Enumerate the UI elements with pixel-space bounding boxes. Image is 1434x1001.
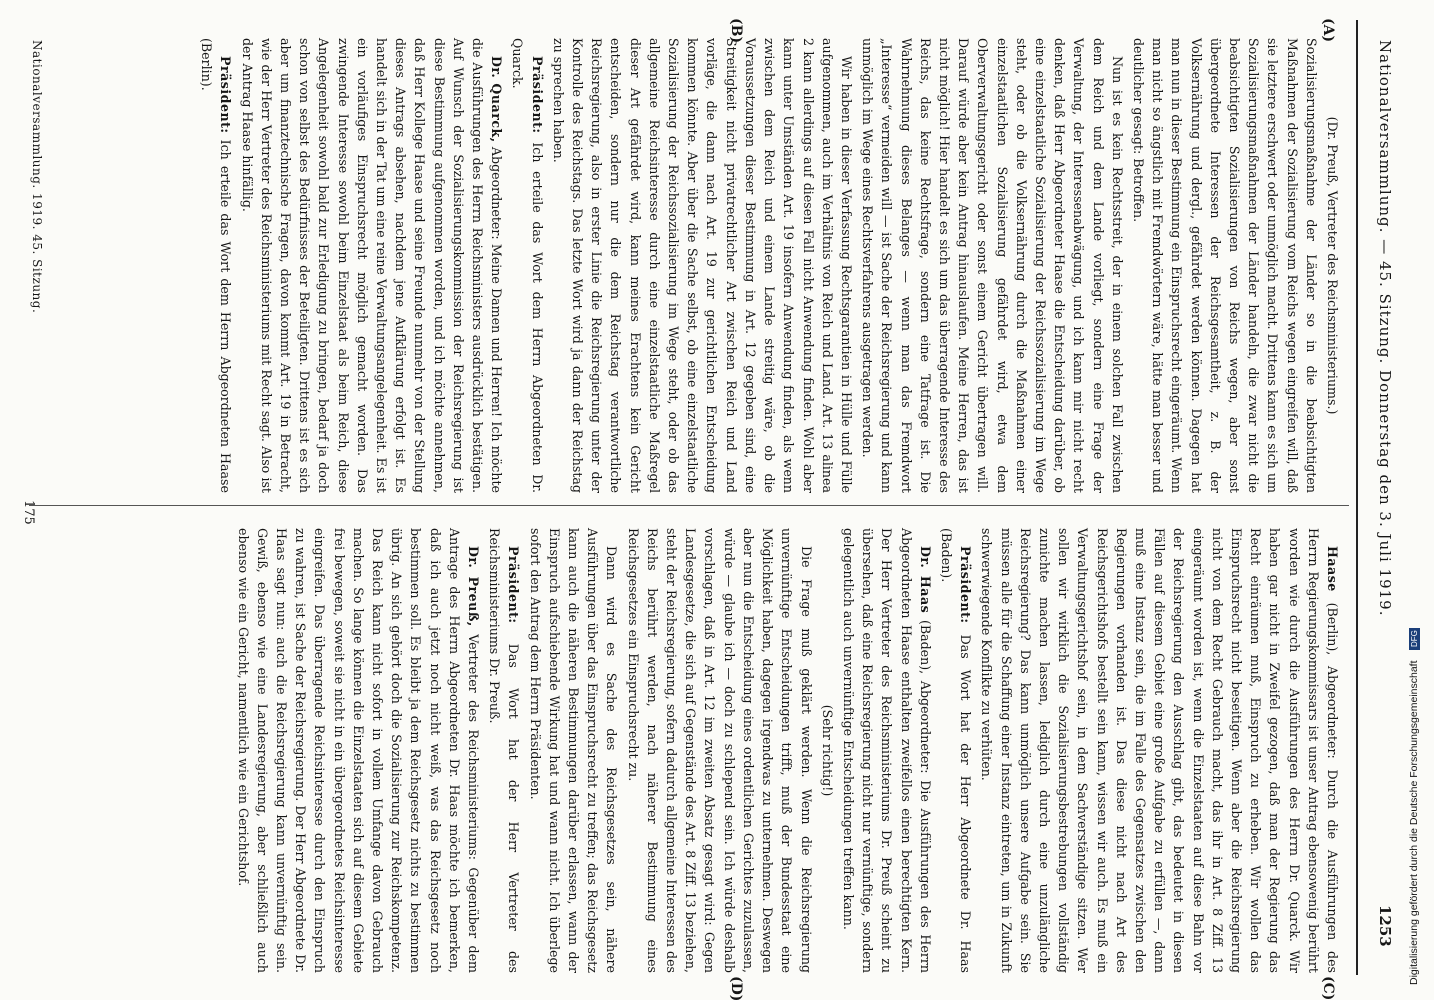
president-statement	[197, 38, 235, 493]
margin-mark-b: (B)	[728, 18, 744, 44]
speaker-label: Präsident:	[218, 56, 234, 134]
left-column	[195, 38, 1342, 493]
header-rule	[1356, 20, 1358, 975]
credit-text: Digitalisierung gefördert durch die Deutsche Forschungsgemeinschaft	[1408, 660, 1420, 985]
paragraph: Die Frage muß geklärt werden. Wenn die Reichsregierung unvernünftige Entscheidungen trifft, muß der Bundesstaat eine Möglichkeit haben, dagegen irgendwas zu unternehmen. Deswegen aber nun die Entscheidung eines ordentlichen Gerichtes zuzulassen, würde — glaube ich — doch zu schlepend sein. Ich würde deshalb vorschlagen, daß in Art. 12 im zweiten Absatz gesagt wird: Gegen Landesgesetze, die sich auf Gegenstände des Art. 8 Ziff. 13 beziehen, steht der Reichsregierung, sofern dadurch allgemeine Interessen des Reichs berührt werden, nach näherer Bestimmung eines Reichsgesetzes ein Einspruchsrecht zu.	[625, 528, 814, 973]
statement-text: Das Wort hat der Herr Vertreter des Reichsministeriums Dr. Preuß.	[487, 528, 522, 973]
speech-preuss	[233, 528, 483, 973]
speech-text: Vertreter des Reichsministeriums: Gegenüber dem Antrage des Herrn Abgeordneten Dr. Haas möchte ich bemerken, daß ich auch jetzt noch nicht weiß, was das Reichsgesetz noch bestimmen soll. Es bleibt ja dem Reichsgesetz nichts zu bestimmen übrig. An sich gehört doch die Sozialisierung zur Reichskompetenz. Das Reich kann nicht sofort in vollem Umfange davon Gebrauch machen. So lange können die Einzelstaaten sich auf diesem Gebiete frei bewegen, soweit sie nicht in ein übergeordnetes Reichsinteresse eingreifen. Das überragende Reichsinteresse durch den Einspruch zu wahren, ist Sache der Reichsregierung. Der Herr Abgeordnete Dr. Haas sagt nun: auch die Reichsregierung kann unvernünftig sein. Gewiß, ebenso wie eine Landesregierung, aber schließlich auch ebenso wie ein Gericht, namentlich wie ein Gerichtshof.	[235, 528, 482, 973]
right-column	[231, 528, 1342, 973]
president-statement	[508, 38, 546, 493]
paragraph: Nun ist es kein Rechtsstreit, der in einem solchen Fall zwischen dem Reich und dem Lande vorliegt, sondern eine Frage der Verwaltung, der Interessenabwägung, und ich kann mir nicht recht denken, daß Herr Abgeordneter Haase die Entscheidung darüber, ob eine einzelstaatliche Sozialisierung der Reichssozialisierung im Wege steht, oder ob die Volksernährung durch die Maßnahmen einer einzelstaatlichen Sozialisierung gefährdet wird, etwa dem Oberverwaltungsgericht oder sonst einem Gericht übertragen will. Darauf würde aber kein Antrag hinauslaufen. Meine Herren, das ist nicht möglich! Hier handelt es sich um das überragende Interesse des Reichs, das keine Rechtsfrage, sondern eine Tatfrage ist. Die Wahrnehmung dieses Belanges — wenn man das Fremdwort „Interesse“ vermeiden will — ist Sache der Reichsregierung und kann unmöglich im Wege eines Rechtsverfahrens ausgetragen werden.	[860, 38, 1125, 493]
digitization-credit	[1408, 5, 1420, 985]
speaker-label: Präsident:	[529, 56, 545, 134]
speaker-continuation: (Dr. Preuß, Vertreter des Reichsministeriums.)	[1325, 116, 1340, 415]
paragraph: Dann wird es Sache des Reichsgesetzes sein, nähere Ausführungen über das Einspruchsrecht zu treffen; das Reichsgesetz kann auch die näheren Bestimmungen darüber erlassen, wann der Einspruch aufschiebende Wirkung hat und wann nicht. Ich überlege sofort den Antrag dem Herrn Präsidenten.	[527, 528, 620, 973]
speaker-label: Präsident:	[958, 546, 974, 624]
speech-text: (Baden), Abgeordneter: Die Ausführungen des Herrn Abgeordneten Haase enthalten zweifellos einen berechtigten Kern. Der Herr Vertreter des Reichsministeriums Dr. Preuß scheint zu übersehen, daß eine Reichsregierung nicht nur vernünftige, sondern gelegentlich auch unvernünftige Entscheidungen treffen kann.	[840, 528, 933, 973]
speech-text: (Berlin), Abgeordneter: Durch die Ausführungen des Herrn Regierungskommissars ist unser Antrag ebensowenig berührt worden wie durch die Ausführungen des Herrn Dr. Quarck. Wir haben gar nicht in Zweifel gezogen, daß man der Regierung das Recht einräumen muß, Einspruch zu erheben. Wir wollen das Einspruchsrecht nicht beseitigen. Wenn aber die Reichsregierung nicht von dem Recht Gebrauch macht, das ihr in Art. 8 Ziff. 13 eingeräumt worden ist, wenn die Einzelstaaten auf diese Bahn vor der Reichsregierung den Ausschlag gibt, das bedeutet in diesen Fällen auf diesem Gebiet eine große Aufgabe zu erfüllen —, dann muß eine Instanz sein, die im Falle des Gegensatzes zwischen den Regierungen vorhanden ist. Das diese nicht nach Art des Reichsgerichtshofs bestellt sein kann, wissen wir auch. Es muß ein Verwaltungsgerichtshof sein, in dem Sachverständige sitzen. Wer sollen wir wirklich die Sozialisierungsbestrebungen vollständig zunichte machen lassen, lediglich durch eine unzulängliche Reichsregierung? Das kann unmöglich unsere Aufgabe sein. Sie müssen alle für die Schaffung einer Instanz eintreten, um in Zukunft schwerwiegende Konflikte zu verhüten.	[979, 528, 1340, 973]
statement-text: Ich erteile das Wort dem Herrn Abgeordneten Dr. Quarck.	[510, 38, 545, 493]
speech-quarck	[237, 38, 506, 493]
statement-text: Ich erteile das Wort dem Herrn Abgeordneten Haase (Berlin).	[199, 38, 234, 493]
president-statement	[937, 528, 975, 973]
interjection: (Sehr richtig!)	[819, 704, 835, 797]
speaker-label: Präsident:	[506, 546, 522, 624]
statement-text: Das Wort hat der Herr Abgeordnete Dr. Haas (Baden).	[938, 528, 974, 973]
paragraph: Sozialisierungsmaßnahme der Länder so in die beabsichtigten Maßnahmen der Sozialisierung vom Reichs wegen eingreifen will, daß sie letztere erschwert oder unmöglich macht. Drittens kann es sich um Sozialisierungsmaßnahmen der Länder handeln, die zwar nicht die beabsichtigten Sozialisierungen von Reichs wegen, aber sonst übergeordnete Interessen der Reichsgesamtheit, z. B. der Volksernährung und dergl., gefährdet werden können. Dagegen hat man nun in dieser Bestimmung ein Einspruchsrecht eingeräumt. Wenn man nicht so ängstlich mit Fremdwörtern wäre, hätte man besser und deutlicher gesagt: Betroffen.	[1130, 38, 1319, 493]
speaker-label: Haase	[1325, 546, 1340, 592]
dfg-logo-icon: DFG	[1409, 628, 1420, 650]
margin-mark-a: (A)	[1320, 18, 1336, 43]
page-number: 1253	[1376, 905, 1394, 947]
speaker-label: Dr. Preuß,	[466, 546, 482, 627]
speech-haas	[839, 528, 935, 973]
signature-mark: 175	[21, 500, 36, 525]
speaker-label: Dr. Quarck,	[489, 56, 505, 143]
column-divider	[29, 505, 1349, 506]
president-statement	[485, 528, 523, 973]
paragraph: Wir haben in dieser Verfassung Rechtsgarantien in Hülle und Fülle aufgenommen, auch im Verhältnis von Reich und Land. Art. 13 alinea 2 kann allerdings auf diesen Fall nicht Anwendung finden. Wohl aber kann unter Umständen Art. 19 insofern Anwendung finden, als wenn zwischen dem Reich und einem Lande streitig wäre, ob die Voraussetzungen dieser Bestimmung in Art. 12 gegeben sind, eine Streitigkeit nicht privatrechtlicher Art zwischen Reich und Land vorläge, die dann nach Art. 19 zur gerichtlichen Entscheidung kommen könnte. Aber über die Sache selbst, ob eine einzelstaatliche Sozialisierung der Reichssozialisierung im Wege steht, oder ob das allgemeine Reichsinteresse durch eine einzelstaatliche Maßregel dieser Art gefährdet wird, kann meines Erachtens kein Gericht entscheiden, sondern nur die dem Reichstag verantwortliche Reichsregierung, also in erster Linie die Reichsregierung unter der Kontrolle des Reichstags. Das letzte Wort wird ja dann der Reichstag zu sprechen haben.	[550, 38, 854, 493]
speech-text: Abgeordneter: Meine Damen und Herren! Ich möchte die Ausführungen des Herrn Reichsministers ausdrücklich bestätigen. Auf Wunsch der Sozialisierungskommission der Reichsregierung ist diese Bestimmung aufgenommen worden, und ich möchte annehmen, daß Herr Kollege Haase und seine Freunde nunmehr von der Stellung dieses Antrags absehen, nachdem jene Aufklärung erfolgt ist. Es handelt sich in der Tat um eine reine Verwaltungsangelegenheit. Es ist ein vorläufiges Einspruchsrecht möglich gemacht worden. Das zwingende Interesse sowohl beim Einzelstaat als beim Reich, diese Angelegenheit sowohl bald zur Erledigung zu bringen, bedarf ja doch schon von selbst des Bedürfnisses der Beteiligten. Drittens ist es sich aber um finanztechnische Fragen, davon kommt Art. 19 in Betracht, wie der Herr Vertreter des Reichsministeriums mit Recht sagt. Also ist der Antrag Haase hinfällig.	[239, 38, 505, 493]
running-header: Nationalversammlung. — 45. Sitzung. Donnerstag den 3. Juli 1919.	[1376, 40, 1394, 617]
page-footer: Nationalversammlung. 1919. 45. Sitzung.	[30, 40, 44, 314]
margin-mark-d: (D)	[728, 976, 744, 1001]
margin-mark-c: (C)	[1320, 976, 1336, 1001]
speech-haase	[977, 528, 1342, 973]
speaker-label: Dr. Haas	[917, 546, 933, 614]
